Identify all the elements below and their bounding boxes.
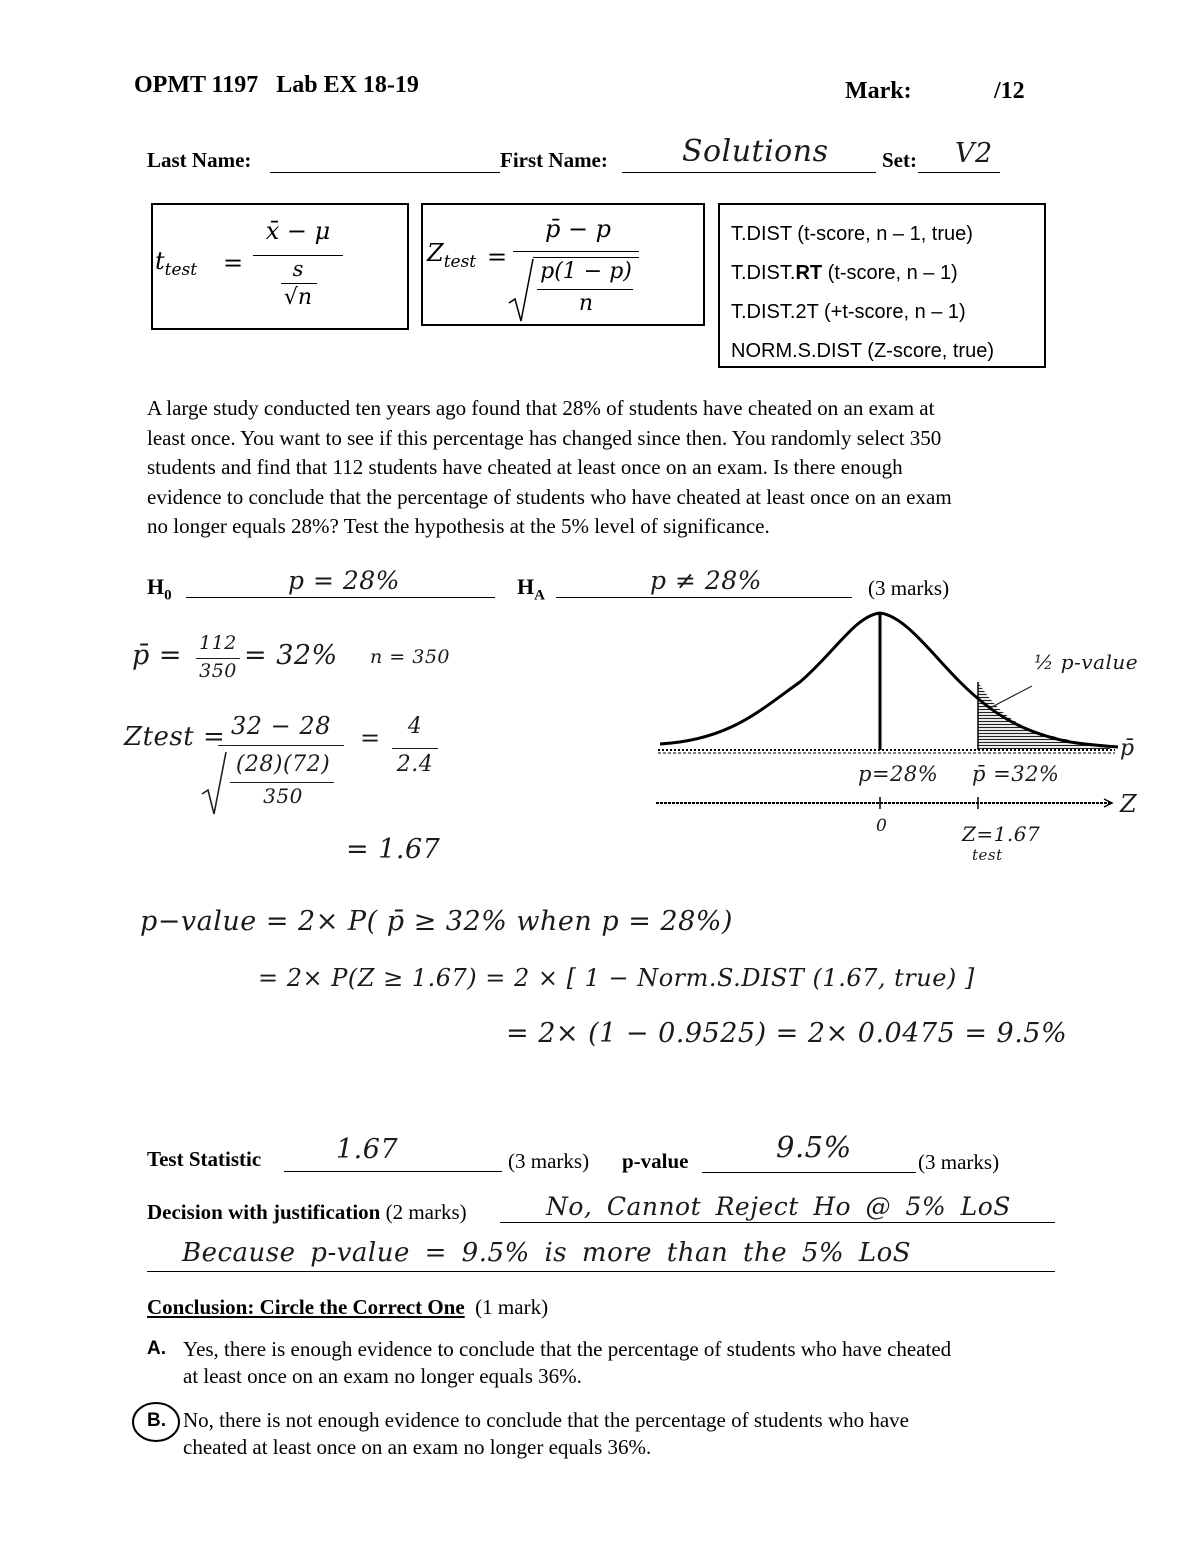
pvalue-line-1: p−value = 2× P( p̄ ≥ 32% when p = 28%) [140,906,733,937]
decision-marks: (2 marks) [385,1200,467,1224]
pbar-fraction-bar [196,658,240,659]
p-value-value: 9.5% [776,1130,852,1164]
question-line: least once. You want to see if this percentage has changed since then. You randomly select 350 [147,425,942,450]
decision-field-1[interactable] [500,1222,1055,1223]
ha-label: $H_A$ [517,574,545,604]
ztest-inner-bar [230,782,334,783]
option-b-line: No, there is not enough evidence to conclude that the percentage of students who have [183,1408,910,1432]
option-a[interactable] [183,1336,1063,1390]
course-title [134,72,419,99]
test-statistic-label: Test Statistic [147,1147,262,1171]
option-b-line: cheated at least once on an exam no longer equals 36%. [183,1435,652,1459]
test-statistic-marks: (3 marks) [508,1149,590,1173]
p-value-tail-shading [978,682,1110,749]
right-z-label: Z=1.67 [962,822,1041,846]
p-value-marks: (3 marks) [918,1150,1000,1174]
h0-value: p = 28% [288,566,400,595]
t-formula-s: s [292,257,304,281]
question-line: students and find that 112 students have cheated at least once on an exam. Is there enough [147,455,903,479]
pbar-result: = 32% [244,640,338,671]
bell-curve [660,613,1118,747]
ha-value: p ≠ 28% [650,566,762,595]
question-line: evidence to conclude that the percentage of students who have cheated at least once on an exam [147,484,952,509]
set-label: Set: [882,148,917,172]
z-formula-radical-bar [533,257,639,258]
center-z-label: 0 [876,816,888,836]
last-name-label: Last Name: [147,148,252,172]
first-name-label: First Name: [500,148,608,172]
pbar-axis-label: p̄ [1120,736,1135,761]
ztest-fraction-bar-2 [392,748,438,749]
conclusion-heading: Conclusion: Circle the Correct One [147,1295,465,1319]
t-formula-root-n: √n [283,285,313,310]
h0-label: $H_0$ [147,574,172,604]
center-p-label: p=28% [858,762,939,786]
option-b-label: B. [147,1410,166,1431]
p-value-pointer [990,686,1032,708]
test-statistic-field[interactable] [284,1171,502,1172]
conclusion-marks: (1 mark) [475,1295,549,1319]
mark-total: /12 [994,78,1025,104]
t-formula-lhs: $t_{test}$ [155,247,198,280]
ztest-result: = 1.67 [346,834,441,865]
conclusion-heading-row [147,1295,548,1320]
ztest-denominator-2: 2.4 [396,752,434,777]
first-name-field[interactable] [622,172,876,173]
question-line: A large study conducted ten years ago found that 28% of students have cheated on an exam at [147,396,935,420]
z-formula-numerator: p̄ − p [544,215,612,243]
pvalue-line-3: = 2× (1 − 0.9525) = 2× 0.0475 = 9.5% [506,1018,1068,1049]
normal-curve-sketch [650,600,1170,900]
t-formula-numerator: x̄ − μ [265,217,331,245]
first-name-value: Solutions [682,134,829,169]
last-name-field[interactable] [270,172,500,173]
t-test-formula-box [151,203,409,330]
n-value: n = 350 [370,646,451,668]
ztest-equals: = [360,724,381,752]
decision-field-2[interactable] [147,1271,1055,1272]
t-formula-equals: = [223,249,244,277]
ztest-fraction-bar [218,745,344,746]
ztest-numerator-2: 4 [407,714,423,739]
decision-label-row [147,1200,467,1225]
ztest-numerator: 32 − 28 [231,712,331,740]
z-formula-fraction-bar [513,251,639,252]
p-value-label: p-value [622,1149,689,1173]
z-test-formula-box [421,203,705,326]
pbar-denominator: 350 [199,660,237,682]
z-formula-equals: = [487,243,508,271]
set-value: V2 [955,138,993,169]
ha-field[interactable] [556,597,852,598]
p-value-field[interactable] [702,1172,916,1173]
excel-function-line: T.DIST.2T (+t-score, n – 1) [731,301,966,323]
z-formula-den-top: p(1 − p) [540,259,632,284]
z-formula-lhs: $Z_{test}$ [427,239,477,272]
test-statistic-value: 1.67 [336,1134,399,1165]
hypotheses-marks: (3 marks) [868,576,950,600]
mark-label: Mark: [845,78,912,104]
option-a-label: A. [147,1338,166,1359]
lab-name: Lab EX 18-19 [276,72,419,98]
z-formula-den-bot: n [578,291,594,316]
excel-function-line: T.DIST (t-score, n – 1, true) [731,223,973,245]
question-line: no longer equals 28%? Test the hypothesis at the 5% level of significance. [147,514,770,538]
ztest-den-bot: 350 [263,784,303,808]
half-p-value-label: ½ p-value [1034,650,1139,674]
option-a-line: at least once on an exam no longer equals 36%. [183,1364,582,1388]
t-formula-inner-bar [281,283,317,284]
ztest-lhs: Ztest = [124,722,226,752]
option-a-line: Yes, there is enough evidence to conclude that the percentage of students who have cheated [183,1337,952,1361]
ztest-den-top: (28)(72) [235,752,331,777]
decision-line-2: Because p-value = 9.5% is more than the 5% LoS [182,1238,912,1268]
z-axis-label: Z [1120,790,1138,818]
set-field[interactable] [918,172,1000,173]
excel-function-line: T.DIST.RT (t-score, n – 1) [731,262,958,284]
h0-field[interactable] [186,597,495,598]
decision-line-1: No, Cannot Reject Ho @ 5% LoS [546,1192,1011,1221]
pvalue-line-2: = 2× P(Z ≥ 1.67) = 2 × [ 1 − Norm.S.DIST (1.67, true) ] [258,964,975,992]
course-code: OPMT 1197 [134,72,259,98]
question-paragraph [147,394,1057,542]
z-formula-inner-bar [537,289,633,290]
pbar-numerator: 112 [199,632,237,654]
excel-function-line: NORM.S.DIST (Z-score, true) [731,340,994,362]
option-b[interactable] [183,1407,1063,1461]
right-pbar-label: p̄ =32% [972,762,1060,786]
decision-label: Decision with justification [147,1200,381,1224]
excel-functions-box [718,203,1046,368]
t-formula-fraction-bar [253,255,343,256]
right-z-subscript: test [972,846,1003,864]
pbar-lhs: p̄ = [132,640,182,671]
